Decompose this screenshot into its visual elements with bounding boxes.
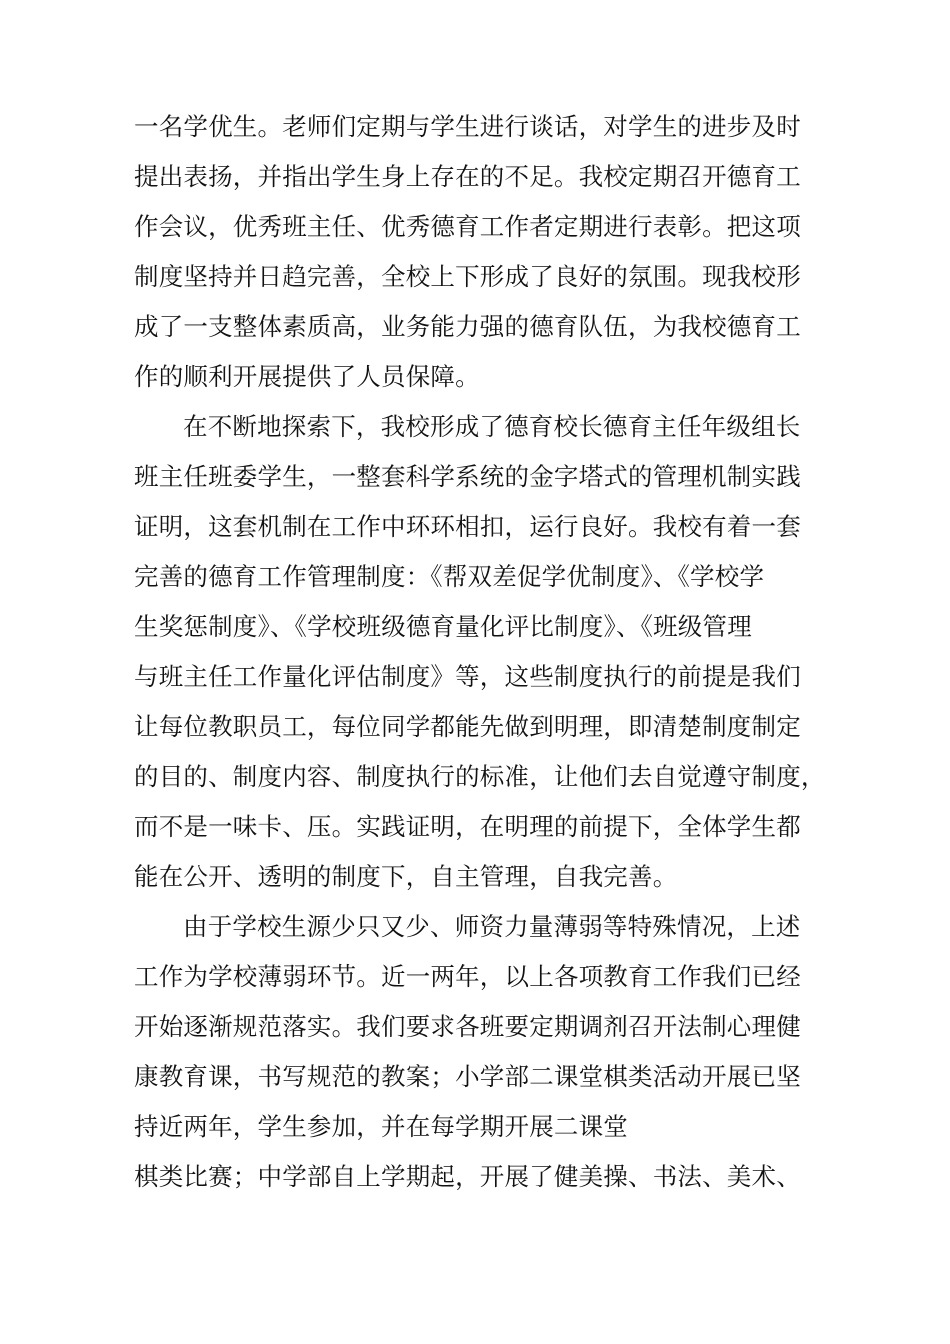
text-line: 制度坚持并日趋完善，全校上下形成了良好的氛围。现我校形 — [134, 262, 801, 291]
text-line: 工作为学校薄弱环节。近一两年，以上各项教育工作我们已经 — [134, 962, 801, 991]
text-line: 与班主任工作量化评估制度》等，这些制度执行的前提是我们 — [134, 662, 801, 691]
text-line: 班主任班委学生，一整套科学系统的金字塔式的管理机制实践 — [134, 462, 801, 491]
text-line: 一名学优生。老师们定期与学生进行谈话，对学生的进步及时 — [134, 112, 801, 141]
text-line: 作的顺利开展提供了人员保障。 — [134, 362, 480, 391]
text-line: 的目的、制度内容、制度执行的标准，让他们去自觉遵守制度， — [134, 762, 826, 791]
text-line: 成了一支整体素质高，业务能力强的德育队伍，为我校德育工 — [134, 312, 801, 341]
text-line: 开始逐渐规范落实。我们要求各班要定期调剂召开法制心理健 — [134, 1012, 801, 1041]
text-line: 而不是一味卡、压。实践证明，在明理的前提下，全体学生都 — [134, 812, 801, 841]
text-line: 生奖惩制度》、《学校班级德育量化评比制度》、《班级管理 — [134, 612, 752, 641]
text-line: 作会议，优秀班主任、优秀德育工作者定期进行表彰。把这项 — [134, 212, 801, 241]
text-line: 证明，这套机制在工作中环环相扣，运行良好。我校有着一套 — [134, 512, 801, 541]
paragraph-first-line: 在不断地探索下，我校形成了德育校长德育主任年级组长 — [183, 412, 801, 441]
text-line: 康教育课，书写规范的教案；小学部二课堂棋类活动开展已坚 — [134, 1062, 801, 1091]
text-line: 持近两年，学生参加，并在每学期开展二课堂 — [134, 1112, 628, 1141]
text-line: 让每位教职员工，每位同学都能先做到明理，即清楚制度制定 — [134, 712, 801, 741]
text-line: 能在公开、透明的制度下，自主管理，自我完善。 — [134, 862, 678, 891]
text-line: 完善的德育工作管理制度：《帮双差促学优制度》、《学校学 — [134, 562, 765, 591]
text-line: 棋类比赛；中学部自上学期起，开展了健美操、书法、美术、 — [134, 1162, 801, 1191]
text-line: 提出表扬，并指出学生身上存在的不足。我校定期召开德育工 — [134, 162, 801, 191]
paragraph-first-line: 由于学校生源少只又少、师资力量薄弱等特殊情况，上述 — [183, 912, 801, 941]
